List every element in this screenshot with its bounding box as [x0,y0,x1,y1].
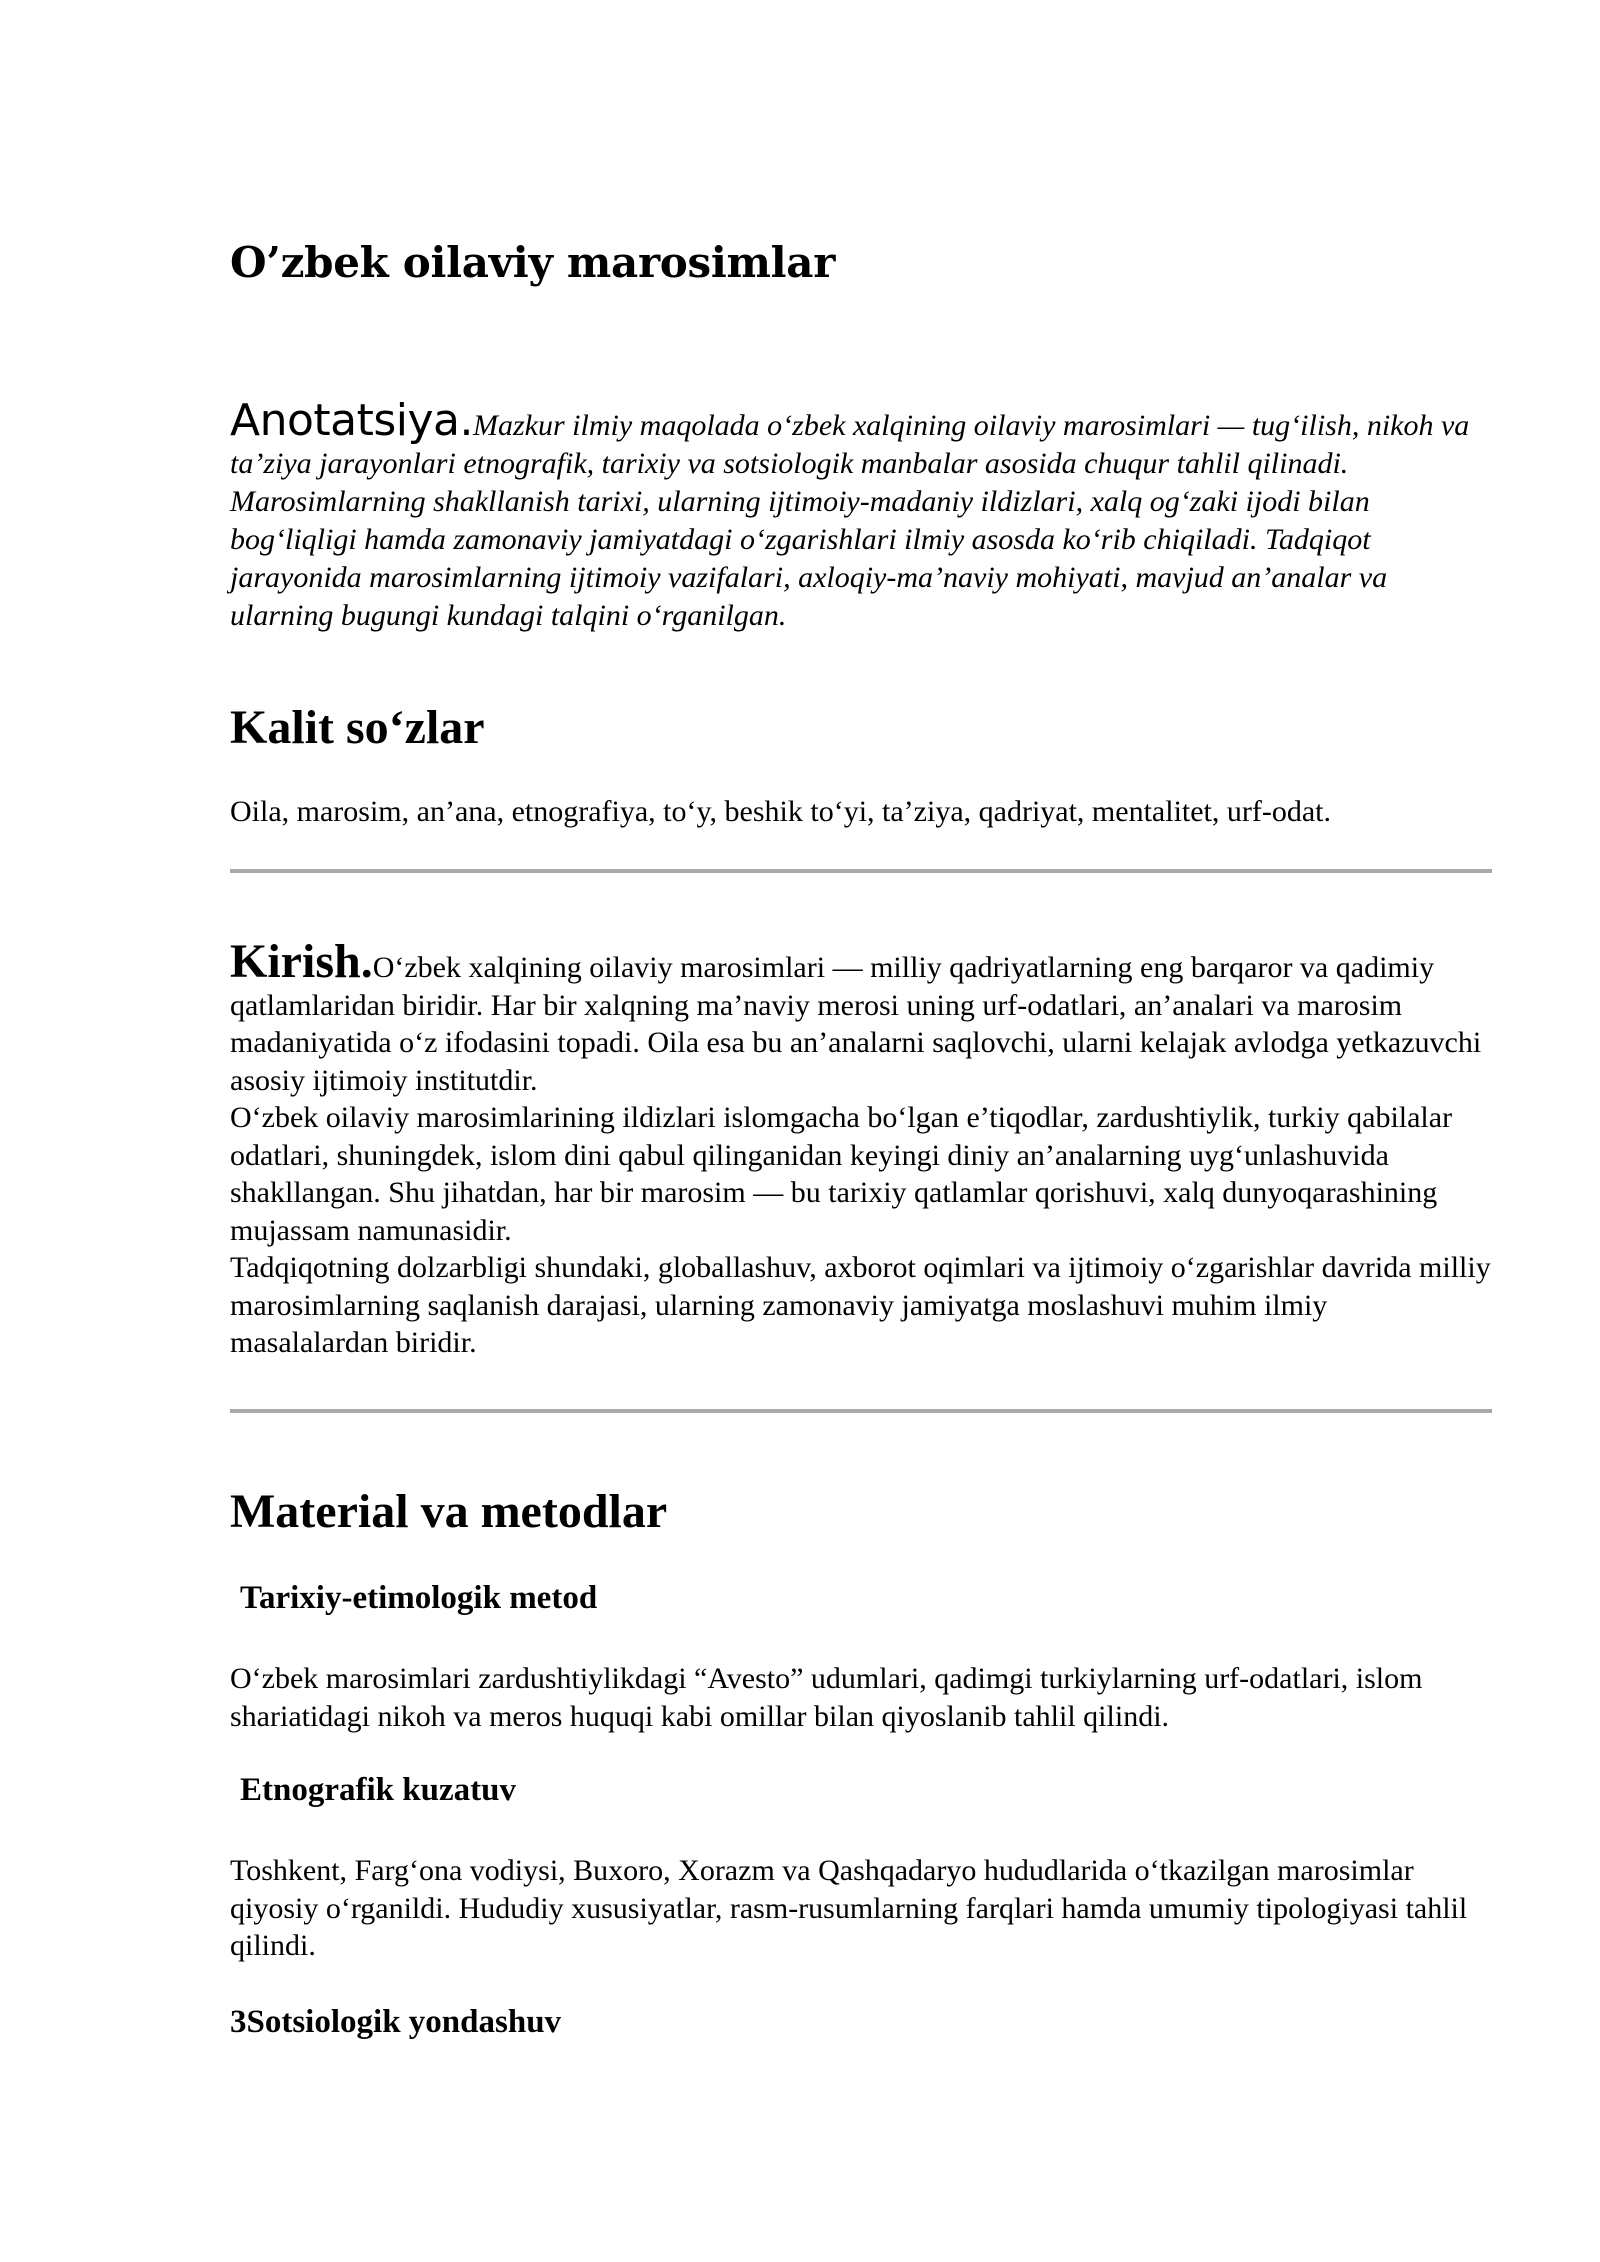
keywords-text: Oila, marosim, an’ana, etnografiya, to‘y, beshik to‘yi, ta’ziya, qadriyat, mentalitet, urf-odat. [230,795,1332,828]
abstract-text: Mazkur ilmiy maqolada o‘zbek xalqining oilaviy marosimlari — tug‘ilish, nikoh va ta’ziya jarayonlari etnografik, tarixiy va sotsiologik manbalar asosida chuqur tahlil qilinadi. Marosimlarning shakllanish tarixi, ularning ijtimoiy-madaniy ildizlari, xalq og‘zaki ijodi bilan bog‘liqligi hamda zamonaviy jamiyatdagi o‘zgarishlari ilmiy asosda ko‘rib chiqiladi. Tadqiqot jarayonida marosimlarning ijtimoiy vazifalari, axloqiy-ma’naviy mohiyati, mavjud an’analar va ularning bugungi kundagi talqini o‘rganilgan. [230,409,1470,632]
method-2-title: Etnografik kuzatuv [240,1772,516,1808]
method-3-title: 3Sotsiologik yondashuv [230,2004,562,2040]
section-divider [230,1409,1492,1413]
intro-paragraph-1 [230,935,1492,1099]
method-2-text: Toshkent, Farg‘ona vodiysi, Buxoro, Xorazm va Qashqadaryo hududlarida o‘tkazilgan marosimlar qiyosiy o‘rganildi. Hududiy xususiyatlar, rasm-rusumlarning farqlari hamda umumiy tipologiyasi tahlil qilindi. [230,1854,1468,1962]
document-title: O’zbek oilaviy marosimlar [230,238,836,287]
abstract-label: Anotatsiya. [230,395,474,446]
method-1-title: Tarixiy-etimologik metod [240,1580,598,1616]
intro-paragraph-2: O‘zbek oilaviy marosimlarining ildizlari islomgacha bo‘lgan e’tiqodlar, zardushtiylik, turkiy qabilalar odatlari, shuningdek, islom dini qabul qilinganidan keyingi diniy an’analarning uyg‘unlashuvida shakllangan. Shu jihatdan, har bir marosim — bu tarixiy qatlamlar qorishuvi, xalq dunyoqarashining mujassam namunasidir. [230,1101,1453,1247]
intro-section [230,935,1492,1362]
intro-text-1: O‘zbek xalqining oilaviy marosimlari — milliy qadriyatlarning eng barqaror va qadimiy qatlamlaridan biridir. Har bir xalqning ma’naviy merosi uning urf-odatlari, an’analari va marosim madaniyatida o‘z ifodasini topadi. Oila esa bu an’analarni saqlovchi, ularni kelajak avlodga yetkazuvchi asosiy ijtimoiy institutdir. [230,951,1482,1097]
intro-label: Kirish. [230,935,373,988]
section-divider [230,869,1492,873]
intro-paragraph-3: Tadqiqotning dolzarbligi shundaki, globallashuv, axborot oqimlari va ijtimoiy o‘zgarishlar davrida milliy marosimlarning saqlanish darajasi, ularning zamonaviy jamiyatga moslashuvi muhim ilmiy masalalardan biridir. [230,1251,1491,1359]
keywords-heading: Kalit so‘zlar [230,701,485,754]
method-1-text: O‘zbek marosimlari zardushtiylikdagi “Avesto” udumlari, qadimgi turkiylarning urf-odatlari, islom shariatidagi nikoh va meros huquqi kabi omillar bilan qiyoslanib tahlil qilindi. [230,1662,1423,1733]
abstract-paragraph [230,395,1492,635]
methods-heading: Material va metodlar [230,1485,668,1538]
